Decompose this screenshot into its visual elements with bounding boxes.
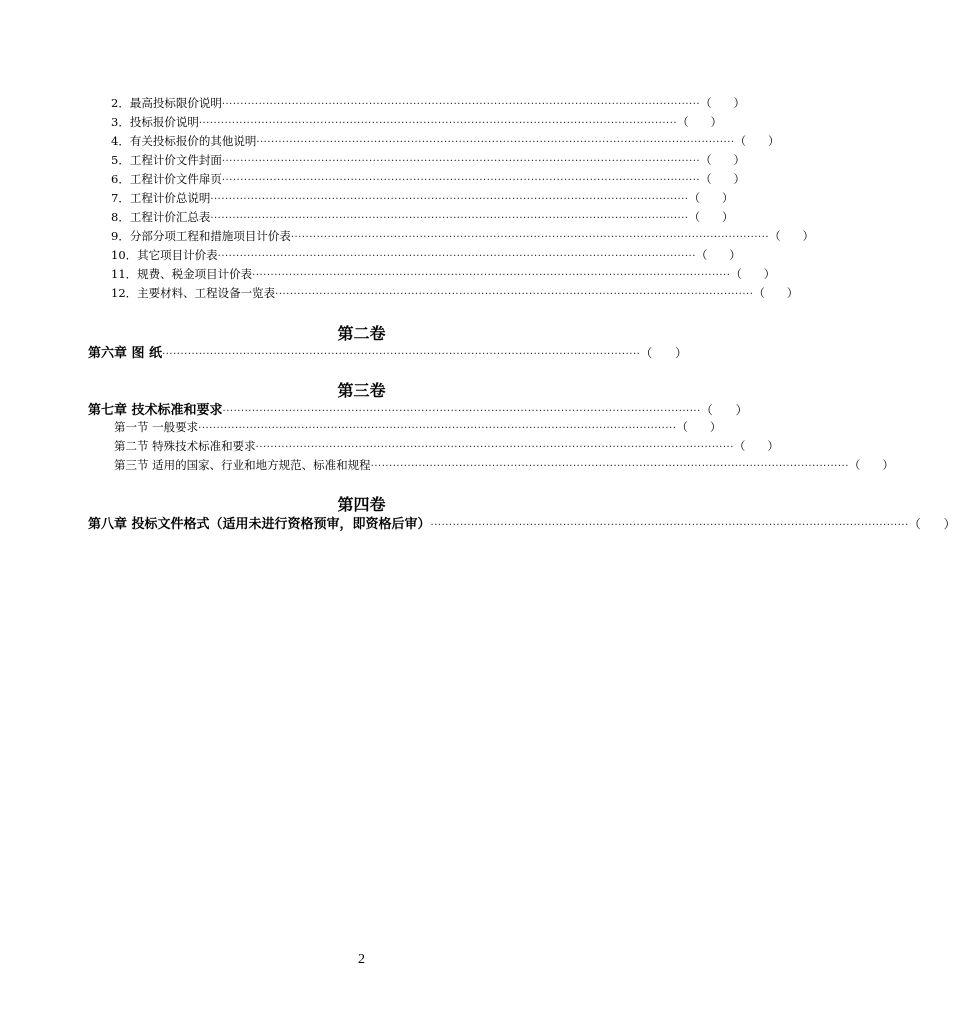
chapter-6 bbox=[88, 342, 688, 362]
toc-item-number: 9． bbox=[111, 229, 130, 243]
toc-item-number: 4． bbox=[111, 134, 130, 148]
toc-item-2 bbox=[111, 95, 745, 113]
page-ref: （ ） bbox=[848, 458, 894, 472]
chapter-8 bbox=[88, 513, 956, 533]
toc-item-number: 5． bbox=[111, 153, 130, 167]
section-label: 第一节 一般要求 bbox=[114, 420, 199, 434]
page-ref: （ ） bbox=[733, 439, 779, 453]
dot-leader: ·································································································································· bbox=[256, 137, 735, 148]
toc-item-label: 有关投标报价的其他说明 bbox=[129, 134, 257, 148]
toc-item-number: 8． bbox=[111, 210, 130, 224]
toc-item-11 bbox=[111, 266, 776, 284]
volume-3-title: 第三卷 bbox=[337, 381, 386, 400]
dot-leader: ·································································································································· bbox=[221, 99, 701, 110]
chapter-7 bbox=[88, 399, 748, 419]
page-ref: （ ） bbox=[730, 267, 776, 281]
chapter-label: 第六章 图 纸 bbox=[88, 346, 163, 361]
dot-leader: ·································································································································· bbox=[222, 406, 701, 417]
toc-item-4 bbox=[111, 133, 780, 151]
toc-item-label: 其它项目计价表 bbox=[137, 248, 218, 262]
toc-item-number: 3． bbox=[111, 115, 130, 129]
page-ref: （ ） bbox=[769, 229, 814, 243]
page-ref: （ ） bbox=[688, 210, 734, 224]
page-ref: （ ） bbox=[700, 403, 748, 417]
page-ref: （ ） bbox=[700, 96, 745, 110]
toc-item-label: 主要材料、工程设备一览表 bbox=[137, 286, 276, 300]
dot-leader: ·································································································································· bbox=[221, 175, 701, 186]
toc-item-number: 6． bbox=[111, 172, 130, 186]
page-ref: （ ） bbox=[688, 191, 734, 205]
toc-item-number: 10． bbox=[111, 248, 138, 262]
page-ref: （ ） bbox=[908, 517, 956, 531]
toc-item-9 bbox=[111, 228, 814, 246]
toc-item-10 bbox=[111, 247, 741, 265]
page-ref: （ ） bbox=[695, 248, 741, 262]
toc-item-label: 最高投标限价说明 bbox=[129, 96, 222, 110]
dot-leader: ·································································································································· bbox=[255, 442, 734, 453]
section-2 bbox=[114, 438, 779, 456]
toc-item-12 bbox=[111, 285, 799, 303]
toc-item-5 bbox=[111, 152, 745, 170]
section-label: 第三节 适用的国家、行业和地方规范、标准和规程 bbox=[114, 458, 371, 472]
page-ref: （ ） bbox=[753, 286, 799, 300]
dot-leader: ·································································································································· bbox=[430, 520, 909, 531]
toc-item-label: 投标报价说明 bbox=[129, 115, 199, 129]
section-3 bbox=[114, 457, 894, 475]
dot-leader: ·································································································································· bbox=[198, 423, 677, 434]
dot-leader: ·································································································································· bbox=[290, 232, 770, 243]
dot-leader: ·································································································································· bbox=[221, 156, 701, 167]
dot-leader: ·································································································································· bbox=[370, 461, 849, 472]
dot-leader: ·································································································································· bbox=[275, 289, 754, 300]
toc-item-number: 2． bbox=[111, 96, 130, 110]
dot-leader: ·································································································································· bbox=[252, 270, 731, 281]
dot-leader: ·································································································································· bbox=[198, 118, 678, 129]
page-ref: （ ） bbox=[700, 172, 745, 186]
dot-leader: ·································································································································· bbox=[210, 194, 689, 205]
toc-item-number: 7． bbox=[111, 191, 130, 205]
toc-item-number: 12． bbox=[111, 286, 138, 300]
dot-leader: ·································································································································· bbox=[210, 213, 689, 224]
chapter-label: 第七章 技术标准和要求 bbox=[88, 403, 223, 418]
dot-leader: ·································································································································· bbox=[162, 349, 641, 360]
page-ref: （ ） bbox=[640, 346, 688, 360]
toc-item-label: 工程计价文件封面 bbox=[129, 153, 222, 167]
toc-item-label: 工程计价文件扉页 bbox=[129, 172, 222, 186]
toc-item-number: 11． bbox=[111, 267, 138, 281]
section-1 bbox=[114, 419, 722, 437]
page-ref: （ ） bbox=[676, 420, 722, 434]
volume-2-title: 第二卷 bbox=[337, 324, 386, 343]
toc-item-label: 工程计价汇总表 bbox=[129, 210, 211, 224]
page-number: 2 bbox=[358, 952, 365, 967]
toc-item-7 bbox=[111, 190, 734, 208]
toc-item-6 bbox=[111, 171, 745, 189]
toc-item-label: 规费、税金项目计价表 bbox=[137, 267, 253, 281]
toc-item-3 bbox=[111, 114, 722, 132]
page-ref: （ ） bbox=[734, 134, 780, 148]
toc-item-8 bbox=[111, 209, 734, 227]
page-ref: （ ） bbox=[700, 153, 745, 167]
toc-item-label: 分部分项工程和措施项目计价表 bbox=[129, 229, 291, 243]
dot-leader: ·································································································································· bbox=[217, 251, 696, 262]
volume-4-title: 第四卷 bbox=[337, 495, 386, 514]
page-ref: （ ） bbox=[677, 115, 722, 129]
chapter-label: 第八章 投标文件格式（适用未进行资格预审，即资格后审） bbox=[88, 517, 431, 532]
section-label: 第二节 特殊技术标准和要求 bbox=[114, 439, 256, 453]
toc-item-label: 工程计价总说明 bbox=[129, 191, 211, 205]
